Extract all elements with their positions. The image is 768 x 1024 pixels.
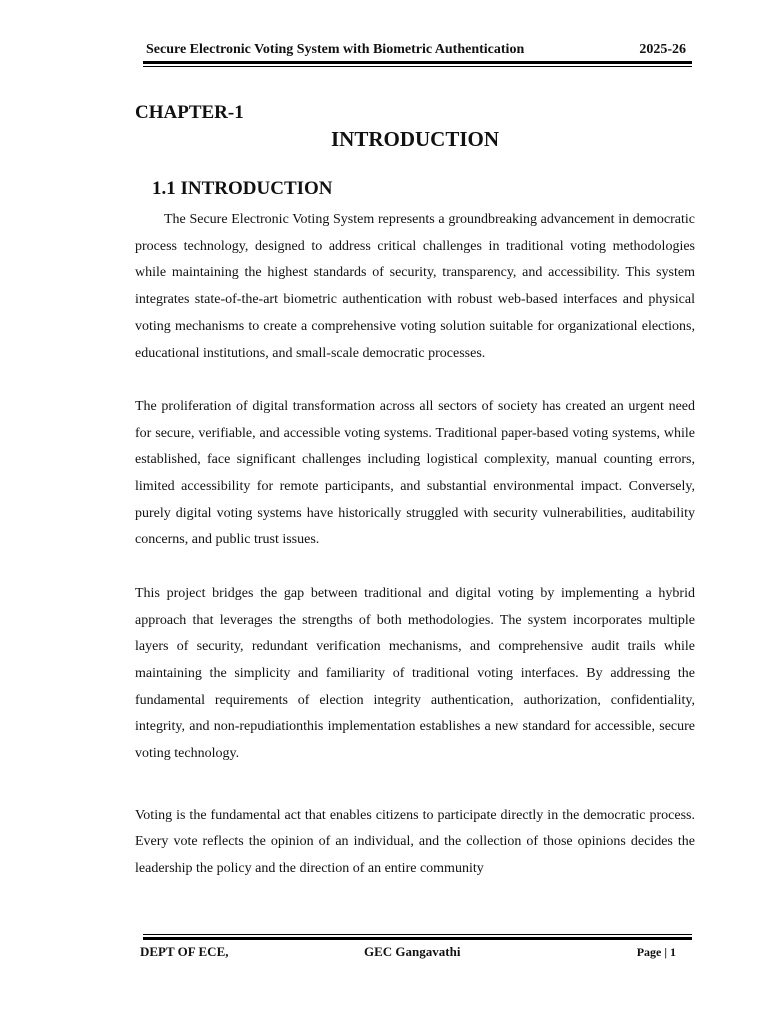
header-rule-thin [143, 66, 692, 67]
chapter-title: INTRODUCTION [330, 127, 500, 151]
page-header [143, 40, 692, 60]
department-label: DEPT OF ECE, [140, 944, 229, 959]
paragraph-3: This project bridges the gap between traditional and digital voting by implementing a hybrid approach that leverages the strengths of both methodologies. The system incorporates multiple layers of security, redundant verification mechanisms, and comprehensive audit trails while maintaining the simplicity and familiarity of traditional voting interfaces. By addressing the fundamental requirements of election integrity authentication, authorization, confidentiality, integrity, and non-repudiationthis implementation establishes a new standard for accessible, secure voting technology. [135, 585, 695, 762]
chapter-label: CHAPTER-1 [135, 102, 244, 123]
paragraph-2: The proliferation of digital transformation across all sectors of society has created an urgent need for secure, verifiable, and accessible voting systems. Traditional paper-based voting systems, while established, face significant challenges including logistical complexity, manual counting errors, limited accessibility for remote participants, and substantial environmental impact. Conversely, purely digital voting systems have historically struggled with security vulnerabilities, auditability concerns, and public trust issues. [135, 398, 695, 548]
page-footer [138, 944, 692, 964]
document-title: Secure Electronic Voting System with Biometric Authentication [146, 42, 525, 57]
header-rule-thick [143, 61, 692, 64]
body-text [135, 207, 695, 883]
college-name: GEC Gangavathi [364, 944, 461, 959]
section-heading: 1.1 INTRODUCTION [152, 178, 333, 199]
paragraph-4: Voting is the fundamental act that enables citizens to participate directly in the democratic process. Every vote reflects the opinion of an individual, and the collection of those opinions decides the leadership the policy and the direction of an entire community [135, 807, 695, 877]
footer-rule-thick [143, 937, 692, 940]
paragraph-1: The Secure Electronic Voting System represents a groundbreaking advancement in democratic process technology, designed to address critical challenges in traditional voting methodologies while maintaining the highest standards of security, transparency, and accessibility. This system integrates state-of-the-art biometric authentication with robust web-based interfaces and physical voting mechanisms to create a comprehensive voting solution suitable for organizational elections, educational institutions, and small-scale democratic processes. [135, 212, 695, 361]
academic-year: 2025-26 [639, 42, 686, 57]
footer-rule-thin [143, 934, 692, 935]
page-number: Page | 1 [636, 945, 676, 959]
